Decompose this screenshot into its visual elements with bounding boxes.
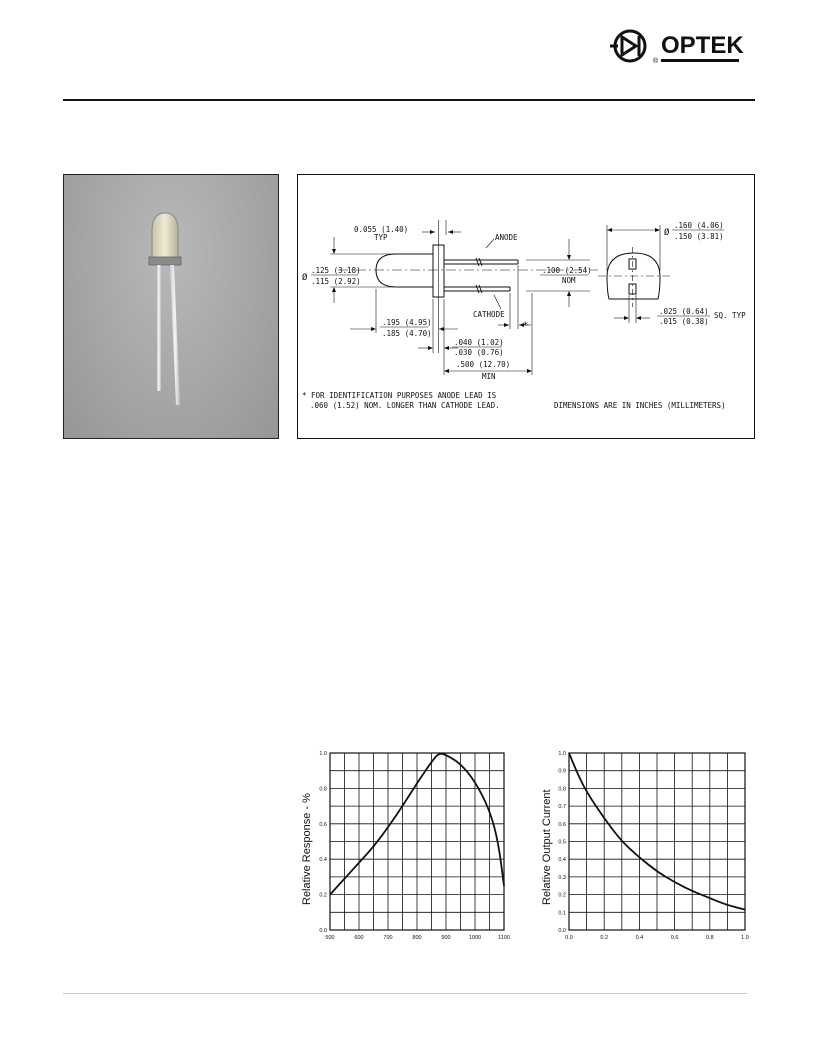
- registered-mark: ®: [653, 58, 659, 65]
- x-tick-label: 700: [383, 935, 393, 941]
- front-dia-symbol: Ø: [664, 228, 670, 238]
- y-tick-label: 0.6: [558, 821, 566, 828]
- chart-output-current: [535, 748, 753, 944]
- x-tick-label: 800: [412, 935, 422, 941]
- x-tick-label: 500: [325, 935, 335, 941]
- package-outline-drawing: [297, 174, 755, 439]
- y-tick-label: 1.0: [558, 751, 566, 757]
- dim-lead-spacing: .100 (2.54): [542, 266, 592, 275]
- chart2-plot: [558, 751, 748, 941]
- y-tick-label: 0.6: [319, 821, 327, 828]
- dim-lead-sq-note: SQ. TYP: [714, 311, 746, 320]
- led-lead-cathode: [170, 265, 180, 405]
- y-tick-label: 0.8: [319, 786, 327, 793]
- x-tick-label: 1.0: [741, 935, 749, 941]
- chart2-y-axis-label: Relative Output Current: [541, 789, 553, 905]
- y-tick-label: 0.9: [558, 768, 566, 775]
- dim-body-len-max: .195 (4.95): [382, 318, 432, 327]
- x-tick-label: 1000: [468, 935, 482, 941]
- dim-lens-dia-max: .125 (3.18): [311, 266, 361, 275]
- y-tick-label: 0.4: [319, 857, 327, 864]
- x-tick-label: 600: [354, 935, 364, 941]
- units-note: DIMENSIONS ARE IN INCHES (MILLIMETERS): [554, 401, 726, 410]
- anode-label: ANODE: [495, 233, 518, 242]
- dim-lead-width: 0.055 (1.40): [354, 225, 409, 234]
- dim-body-len-min: .185 (4.70): [382, 329, 432, 338]
- x-tick-label: 0.4: [635, 935, 644, 941]
- dia-symbol: Ø: [302, 273, 308, 283]
- chart1-plot: [319, 751, 510, 941]
- x-tick-label: 900: [441, 935, 451, 941]
- y-tick-label: 0.8: [558, 786, 566, 793]
- x-tick-label: 0.2: [600, 935, 609, 941]
- dim-flange-dia-max: .160 (4.06): [674, 221, 724, 230]
- y-tick-label: 0.4: [558, 857, 566, 864]
- cathode-label: CATHODE: [473, 310, 505, 319]
- dim-lens-dia-min: .115 (2.92): [311, 277, 361, 286]
- lens-outline: [376, 254, 433, 287]
- dim-flange-min: .030 (0.76): [454, 348, 504, 357]
- led-flange: [149, 257, 181, 265]
- x-tick-label: 0.0: [565, 935, 573, 941]
- footer-rule: [63, 993, 747, 994]
- brand-name: OPTEK: [661, 32, 744, 59]
- note-line-2: .060 (1.52) NOM. LONGER THAN CATHODE LEAD.: [310, 401, 500, 410]
- product-photo: [63, 174, 279, 439]
- dim-lead-spacing-note: NOM: [562, 276, 576, 285]
- chart-output-current-svg: [535, 748, 753, 944]
- dim-lead-len: .500 (12.70): [456, 360, 511, 369]
- led-lens: [152, 213, 178, 259]
- y-tick-label: 0.0: [558, 928, 566, 934]
- chart1-y-axis-label: Relative Response - %: [301, 793, 313, 905]
- y-tick-label: 0.5: [558, 839, 566, 846]
- y-tick-label: 0.1: [558, 910, 566, 917]
- chart-spectral-response: [296, 748, 514, 944]
- x-tick-label: 1100: [498, 935, 510, 941]
- led-lead-anode: [157, 265, 161, 391]
- dim-flange-max: .040 (1.02): [454, 338, 504, 347]
- dim-lead-width-note: TYP: [374, 233, 388, 242]
- note-line-1: * FOR IDENTIFICATION PURPOSES ANODE LEAD IS: [302, 391, 497, 400]
- dim-flange-dia-min: .150 (3.81): [674, 232, 724, 241]
- x-tick-label: 0.8: [705, 935, 714, 941]
- logo-diode-triangle: [622, 37, 636, 55]
- y-tick-label: 0.3: [558, 874, 566, 881]
- y-tick-label: 1.0: [319, 751, 327, 757]
- header-rule: [63, 99, 755, 101]
- y-tick-label: 0.2: [319, 892, 327, 899]
- y-tick-label: 0.0: [319, 928, 327, 934]
- y-tick-label: 0.7: [558, 804, 566, 811]
- dim-lead-sq-min: .015 (0.38): [659, 317, 709, 326]
- chart-spectral-response-svg: [296, 748, 514, 944]
- side-view: [376, 245, 518, 297]
- x-tick-label: 0.6: [670, 935, 679, 941]
- y-tick-label: 0.2: [558, 892, 566, 899]
- asterisk-mark: *: [523, 321, 529, 331]
- dim-lead-len-note: MIN: [482, 372, 496, 381]
- brand-underline: [661, 59, 739, 62]
- dim-lead-sq-max: .025 (0.64): [659, 307, 709, 316]
